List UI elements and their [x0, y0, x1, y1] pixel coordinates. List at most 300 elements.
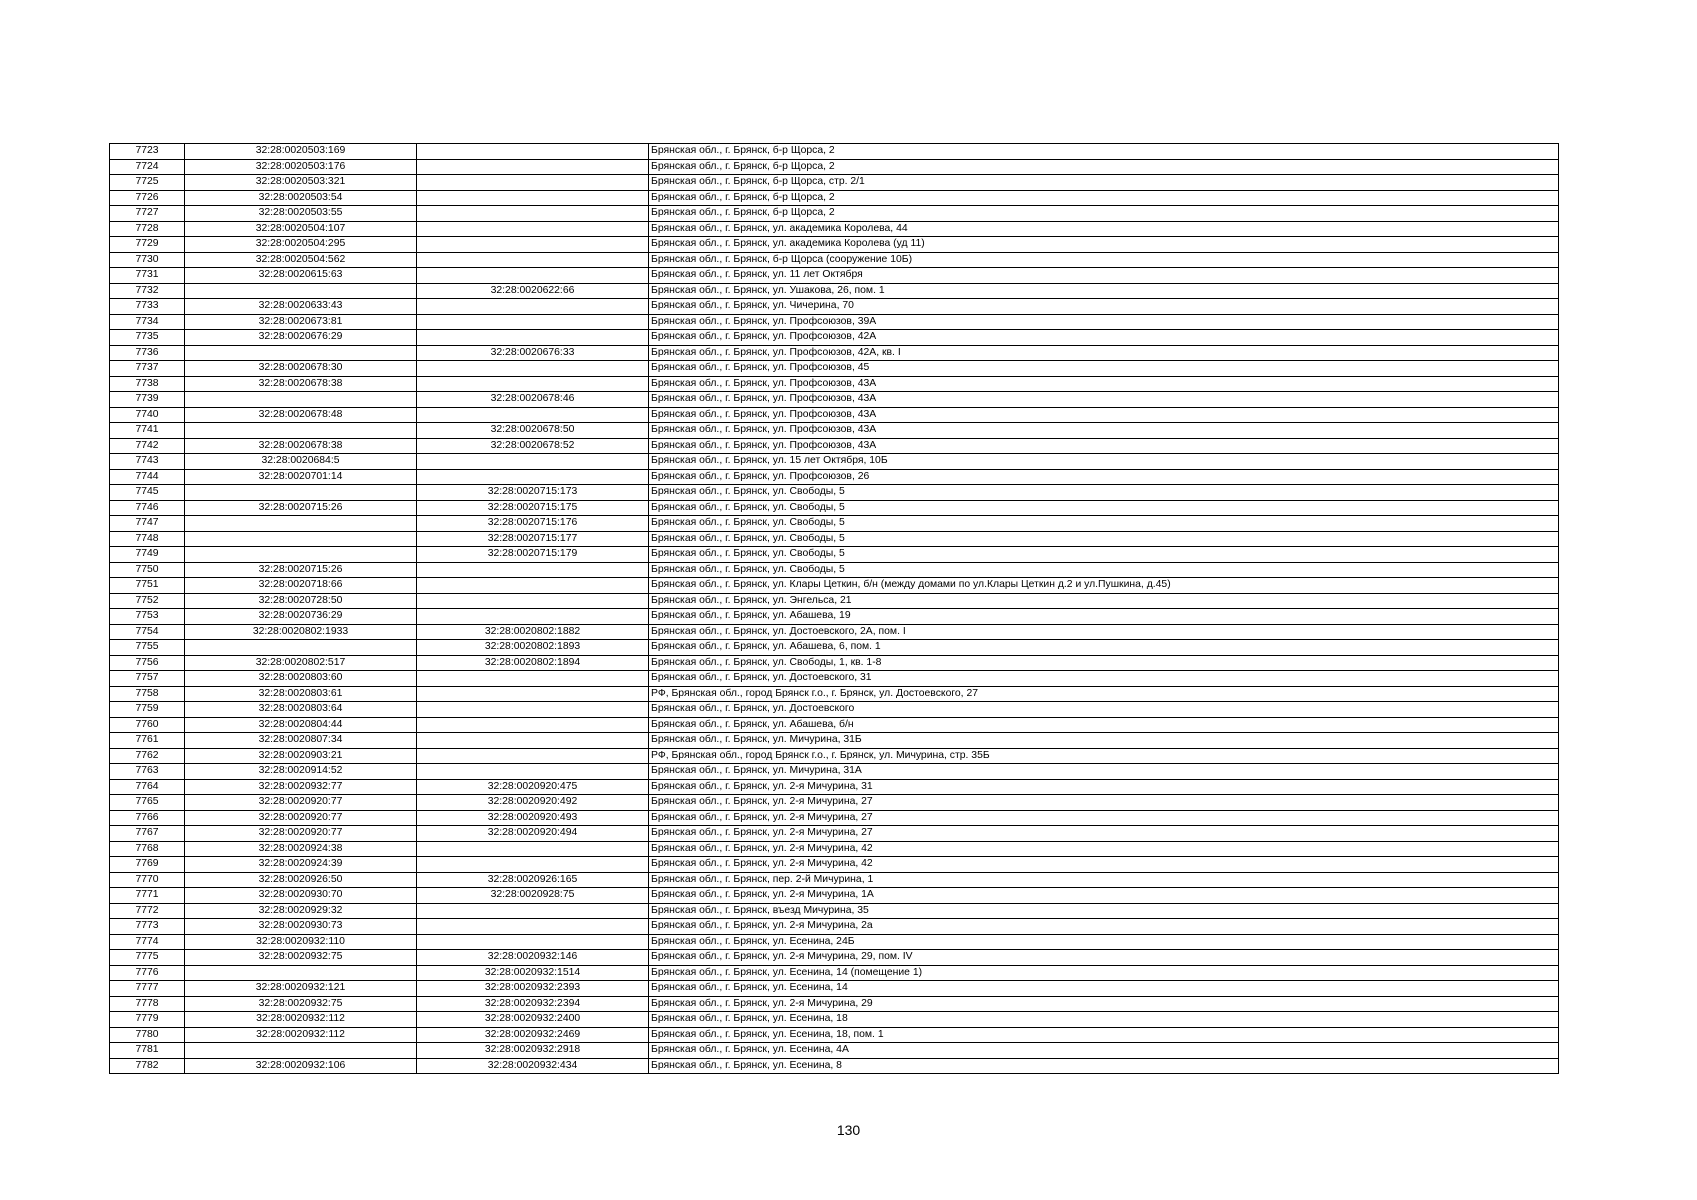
land-cadastral-number-cell: 32:28:0020504:562: [185, 252, 417, 268]
land-cadastral-number-cell: 32:28:0020932:77: [185, 779, 417, 795]
address-cell: РФ, Брянская обл., город Брянск г.о., г. Брянск, ул. Достоевского, 27: [649, 686, 1559, 702]
land-cadastral-number-cell: [185, 392, 417, 408]
land-cadastral-number-cell: 32:28:0020932:112: [185, 1027, 417, 1043]
land-cadastral-number-cell: 32:28:0020503:176: [185, 159, 417, 175]
land-cadastral-number-cell: [185, 423, 417, 439]
row-number-cell: 7763: [110, 764, 185, 780]
address-cell: Брянская обл., г. Брянск, ул. Свободы, 5: [649, 516, 1559, 532]
address-cell: Брянская обл., г. Брянск, б-р Щорса, 2: [649, 144, 1559, 160]
land-cadastral-number-cell: [185, 1043, 417, 1059]
row-number-cell: 7748: [110, 531, 185, 547]
land-cadastral-number-cell: 32:28:0020503:54: [185, 190, 417, 206]
land-cadastral-number-cell: 32:28:0020932:75: [185, 996, 417, 1012]
object-cadastral-number-cell: [417, 330, 649, 346]
address-cell: Брянская обл., г. Брянск, ул. Профсоюзов, 45: [649, 361, 1559, 377]
row-number-cell: 7767: [110, 826, 185, 842]
land-cadastral-number-cell: 32:28:0020932:121: [185, 981, 417, 997]
address-cell: Брянская обл., г. Брянск, ул. Энгельса, 21: [649, 593, 1559, 609]
row-number-cell: 7758: [110, 686, 185, 702]
table-row: [110, 330, 1559, 346]
object-cadastral-number-cell: 32:28:0020932:434: [417, 1058, 649, 1074]
row-number-cell: 7738: [110, 376, 185, 392]
table-row: [110, 748, 1559, 764]
object-cadastral-number-cell: [417, 454, 649, 470]
table-row: [110, 423, 1559, 439]
row-number-cell: 7755: [110, 640, 185, 656]
object-cadastral-number-cell: [417, 686, 649, 702]
object-cadastral-number-cell: 32:28:0020932:2469: [417, 1027, 649, 1043]
land-cadastral-number-cell: 32:28:0020932:110: [185, 934, 417, 950]
land-cadastral-number-cell: [185, 283, 417, 299]
table-row: [110, 640, 1559, 656]
row-number-cell: 7772: [110, 903, 185, 919]
object-cadastral-number-cell: [417, 252, 649, 268]
address-cell: Брянская обл., г. Брянск, ул. Мичурина, 31Б: [649, 733, 1559, 749]
row-number-cell: 7757: [110, 671, 185, 687]
object-cadastral-number-cell: [417, 702, 649, 718]
table-row: [110, 361, 1559, 377]
land-cadastral-number-cell: 32:28:0020920:77: [185, 826, 417, 842]
land-cadastral-number-cell: 32:28:0020804:44: [185, 717, 417, 733]
land-cadastral-number-cell: 32:28:0020736:29: [185, 609, 417, 625]
table-row: [110, 717, 1559, 733]
object-cadastral-number-cell: [417, 562, 649, 578]
address-cell: Брянская обл., г. Брянск, ул. 2-я Мичурина, 42: [649, 857, 1559, 873]
object-cadastral-number-cell: 32:28:0020802:1893: [417, 640, 649, 656]
row-number-cell: 7747: [110, 516, 185, 532]
table-row: [110, 345, 1559, 361]
table-row: [110, 857, 1559, 873]
object-cadastral-number-cell: [417, 407, 649, 423]
table-row: [110, 314, 1559, 330]
row-number-cell: 7759: [110, 702, 185, 718]
table-row: [110, 702, 1559, 718]
table-row: [110, 578, 1559, 594]
table-row: [110, 655, 1559, 671]
row-number-cell: 7775: [110, 950, 185, 966]
object-cadastral-number-cell: 32:28:0020932:2918: [417, 1043, 649, 1059]
table-row: [110, 609, 1559, 625]
row-number-cell: 7751: [110, 578, 185, 594]
row-number-cell: 7728: [110, 221, 185, 237]
table-row: [110, 872, 1559, 888]
row-number-cell: 7745: [110, 485, 185, 501]
row-number-cell: 7753: [110, 609, 185, 625]
land-cadastral-number-cell: 32:28:0020926:50: [185, 872, 417, 888]
address-cell: Брянская обл., г. Брянск, ул. Достоевского: [649, 702, 1559, 718]
row-number-cell: 7730: [110, 252, 185, 268]
row-number-cell: 7776: [110, 965, 185, 981]
land-cadastral-number-cell: [185, 965, 417, 981]
row-number-cell: 7756: [110, 655, 185, 671]
address-cell: Брянская обл., г. Брянск, ул. 2-я Мичурина, 1А: [649, 888, 1559, 904]
row-number-cell: 7774: [110, 934, 185, 950]
land-cadastral-number-cell: 32:28:0020715:26: [185, 500, 417, 516]
object-cadastral-number-cell: 32:28:0020676:33: [417, 345, 649, 361]
land-cadastral-number-cell: 32:28:0020503:321: [185, 175, 417, 191]
address-cell: Брянская обл., г. Брянск, ул. Абашева, 6, пом. 1: [649, 640, 1559, 656]
object-cadastral-number-cell: 32:28:0020715:175: [417, 500, 649, 516]
object-cadastral-number-cell: [417, 764, 649, 780]
row-number-cell: 7732: [110, 283, 185, 299]
land-cadastral-number-cell: 32:28:0020633:43: [185, 299, 417, 315]
land-cadastral-number-cell: 32:28:0020678:38: [185, 438, 417, 454]
table-row: [110, 919, 1559, 935]
table-row: [110, 206, 1559, 222]
table-row: [110, 531, 1559, 547]
object-cadastral-number-cell: [417, 733, 649, 749]
table-row: [110, 237, 1559, 253]
table-row: [110, 764, 1559, 780]
address-cell: Брянская обл., г. Брянск, ул. Профсоюзов, 39А: [649, 314, 1559, 330]
address-cell: Брянская обл., г. Брянск, ул. Профсоюзов, 42А: [649, 330, 1559, 346]
table-row: [110, 826, 1559, 842]
cadastral-table: [109, 143, 1559, 1074]
row-number-cell: 7777: [110, 981, 185, 997]
row-number-cell: 7762: [110, 748, 185, 764]
table-row: [110, 159, 1559, 175]
object-cadastral-number-cell: 32:28:0020622:66: [417, 283, 649, 299]
object-cadastral-number-cell: 32:28:0020715:177: [417, 531, 649, 547]
object-cadastral-number-cell: 32:28:0020920:493: [417, 810, 649, 826]
table-row: [110, 950, 1559, 966]
table-row: [110, 965, 1559, 981]
address-cell: Брянская обл., г. Брянск, ул. Профсоюзов, 43А: [649, 407, 1559, 423]
land-cadastral-number-cell: [185, 547, 417, 563]
object-cadastral-number-cell: [417, 841, 649, 857]
table-row: [110, 438, 1559, 454]
row-number-cell: 7744: [110, 469, 185, 485]
object-cadastral-number-cell: 32:28:0020932:2394: [417, 996, 649, 1012]
land-cadastral-number-cell: 32:28:0020678:48: [185, 407, 417, 423]
object-cadastral-number-cell: 32:28:0020802:1894: [417, 655, 649, 671]
row-number-cell: 7741: [110, 423, 185, 439]
address-cell: Брянская обл., г. Брянск, ул. 2-я Мичурина, 29, пом. IV: [649, 950, 1559, 966]
table-row: [110, 376, 1559, 392]
table-row: [110, 252, 1559, 268]
row-number-cell: 7724: [110, 159, 185, 175]
table-row: [110, 934, 1559, 950]
row-number-cell: 7739: [110, 392, 185, 408]
row-number-cell: 7735: [110, 330, 185, 346]
land-cadastral-number-cell: 32:28:0020802:1933: [185, 624, 417, 640]
table-row: [110, 841, 1559, 857]
row-number-cell: 7765: [110, 795, 185, 811]
address-cell: Брянская обл., г. Брянск, ул. Чичерина, 70: [649, 299, 1559, 315]
row-number-cell: 7782: [110, 1058, 185, 1074]
table-body: [110, 144, 1559, 1074]
address-cell: Брянская обл., г. Брянск, ул. Ушакова, 26, пом. 1: [649, 283, 1559, 299]
address-cell: Брянская обл., г. Брянск, ул. 2-я Мичурина, 27: [649, 810, 1559, 826]
row-number-cell: 7723: [110, 144, 185, 160]
address-cell: Брянская обл., г. Брянск, ул. 2-я Мичурина, 27: [649, 826, 1559, 842]
land-cadastral-number-cell: [185, 531, 417, 547]
table-row: [110, 516, 1559, 532]
table-row: [110, 268, 1559, 284]
page-number: 130: [836, 1122, 861, 1138]
land-cadastral-number-cell: 32:28:0020932:106: [185, 1058, 417, 1074]
land-cadastral-number-cell: [185, 640, 417, 656]
land-cadastral-number-cell: 32:28:0020676:29: [185, 330, 417, 346]
object-cadastral-number-cell: 32:28:0020932:146: [417, 950, 649, 966]
land-cadastral-number-cell: 32:28:0020684:5: [185, 454, 417, 470]
address-cell: Брянская обл., г. Брянск, ул. Абашева, б/н: [649, 717, 1559, 733]
table-row: [110, 624, 1559, 640]
row-number-cell: 7740: [110, 407, 185, 423]
land-cadastral-number-cell: 32:28:0020803:60: [185, 671, 417, 687]
row-number-cell: 7768: [110, 841, 185, 857]
object-cadastral-number-cell: [417, 144, 649, 160]
address-cell: Брянская обл., г. Брянск, ул. академика Королева, 44: [649, 221, 1559, 237]
address-cell: Брянская обл., г. Брянск, въезд Мичурина, 35: [649, 903, 1559, 919]
address-cell: Брянская обл., г. Брянск, ул. Абашева, 19: [649, 609, 1559, 625]
address-cell: Брянская обл., г. Брянск, ул. Профсоюзов, 43А: [649, 376, 1559, 392]
table-row: [110, 779, 1559, 795]
land-cadastral-number-cell: 32:28:0020615:63: [185, 268, 417, 284]
table-row: [110, 175, 1559, 191]
land-cadastral-number-cell: [185, 516, 417, 532]
address-cell: Брянская обл., г. Брянск, ул. Свободы, 5: [649, 500, 1559, 516]
land-cadastral-number-cell: 32:28:0020924:38: [185, 841, 417, 857]
land-cadastral-number-cell: 32:28:0020504:107: [185, 221, 417, 237]
land-cadastral-number-cell: 32:28:0020678:38: [185, 376, 417, 392]
table-row: [110, 593, 1559, 609]
object-cadastral-number-cell: 32:28:0020928:75: [417, 888, 649, 904]
object-cadastral-number-cell: [417, 268, 649, 284]
row-number-cell: 7729: [110, 237, 185, 253]
object-cadastral-number-cell: 32:28:0020715:176: [417, 516, 649, 532]
row-number-cell: 7752: [110, 593, 185, 609]
object-cadastral-number-cell: [417, 748, 649, 764]
object-cadastral-number-cell: [417, 857, 649, 873]
table-row: [110, 1058, 1559, 1074]
object-cadastral-number-cell: 32:28:0020678:50: [417, 423, 649, 439]
address-cell: Брянская обл., г. Брянск, ул. Есенина, 8: [649, 1058, 1559, 1074]
land-cadastral-number-cell: 32:28:0020920:77: [185, 795, 417, 811]
address-cell: Брянская обл., г. Брянск, ул. Есенина, 14: [649, 981, 1559, 997]
land-cadastral-number-cell: 32:28:0020728:50: [185, 593, 417, 609]
object-cadastral-number-cell: 32:28:0020715:173: [417, 485, 649, 501]
row-number-cell: 7750: [110, 562, 185, 578]
table-row: [110, 733, 1559, 749]
row-number-cell: 7734: [110, 314, 185, 330]
address-cell: Брянская обл., г. Брянск, ул. Профсоюзов, 43А: [649, 392, 1559, 408]
row-number-cell: 7726: [110, 190, 185, 206]
address-cell: Брянская обл., г. Брянск, ул. Профсоюзов, 26: [649, 469, 1559, 485]
object-cadastral-number-cell: 32:28:0020932:2393: [417, 981, 649, 997]
table-row: [110, 221, 1559, 237]
row-number-cell: 7764: [110, 779, 185, 795]
row-number-cell: 7773: [110, 919, 185, 935]
row-number-cell: 7733: [110, 299, 185, 315]
table-row: [110, 454, 1559, 470]
land-cadastral-number-cell: 32:28:0020504:295: [185, 237, 417, 253]
table-row: [110, 1012, 1559, 1028]
address-cell: Брянская обл., г. Брянск, ул. Свободы, 5: [649, 485, 1559, 501]
land-cadastral-number-cell: 32:28:0020503:55: [185, 206, 417, 222]
row-number-cell: 7754: [110, 624, 185, 640]
table-row: [110, 562, 1559, 578]
row-number-cell: 7725: [110, 175, 185, 191]
table-row: [110, 671, 1559, 687]
address-cell: Брянская обл., г. Брянск, ул. Мичурина, 31А: [649, 764, 1559, 780]
table-row: [110, 686, 1559, 702]
land-cadastral-number-cell: 32:28:0020920:77: [185, 810, 417, 826]
object-cadastral-number-cell: [417, 593, 649, 609]
address-cell: Брянская обл., г. Брянск, ул. Клары Цеткин, б/н (между домами по ул.Клары Цеткин д.2 и ул.Пушкина, д.45): [649, 578, 1559, 594]
object-cadastral-number-cell: [417, 314, 649, 330]
land-cadastral-number-cell: 32:28:0020718:66: [185, 578, 417, 594]
object-cadastral-number-cell: 32:28:0020926:165: [417, 872, 649, 888]
object-cadastral-number-cell: 32:28:0020920:492: [417, 795, 649, 811]
row-number-cell: 7766: [110, 810, 185, 826]
address-cell: Брянская обл., г. Брянск, ул. Есенина, 4А: [649, 1043, 1559, 1059]
address-cell: РФ, Брянская обл., город Брянск г.о., г. Брянск, ул. Мичурина, стр. 35Б: [649, 748, 1559, 764]
address-cell: Брянская обл., г. Брянск, б-р Щорса, 2: [649, 190, 1559, 206]
row-number-cell: 7770: [110, 872, 185, 888]
address-cell: Брянская обл., г. Брянск, ул. Профсоюзов, 43А: [649, 438, 1559, 454]
table-row: [110, 547, 1559, 563]
land-cadastral-number-cell: 32:28:0020701:14: [185, 469, 417, 485]
object-cadastral-number-cell: [417, 609, 649, 625]
row-number-cell: 7769: [110, 857, 185, 873]
address-cell: Брянская обл., г. Брянск, б-р Щорса, 2: [649, 206, 1559, 222]
land-cadastral-number-cell: [185, 345, 417, 361]
land-cadastral-number-cell: 32:28:0020929:32: [185, 903, 417, 919]
land-cadastral-number-cell: 32:28:0020924:39: [185, 857, 417, 873]
row-number-cell: 7780: [110, 1027, 185, 1043]
object-cadastral-number-cell: [417, 237, 649, 253]
row-number-cell: 7761: [110, 733, 185, 749]
object-cadastral-number-cell: [417, 190, 649, 206]
row-number-cell: 7781: [110, 1043, 185, 1059]
address-cell: Брянская обл., г. Брянск, пер. 2-й Мичурина, 1: [649, 872, 1559, 888]
object-cadastral-number-cell: [417, 578, 649, 594]
row-number-cell: 7743: [110, 454, 185, 470]
object-cadastral-number-cell: [417, 469, 649, 485]
land-cadastral-number-cell: 32:28:0020932:112: [185, 1012, 417, 1028]
table-row: [110, 1027, 1559, 1043]
row-number-cell: 7779: [110, 1012, 185, 1028]
table-row: [110, 190, 1559, 206]
table-row: [110, 392, 1559, 408]
land-cadastral-number-cell: 32:28:0020803:64: [185, 702, 417, 718]
land-cadastral-number-cell: 32:28:0020673:81: [185, 314, 417, 330]
address-cell: Брянская обл., г. Брянск, ул. 15 лет Октября, 10Б: [649, 454, 1559, 470]
object-cadastral-number-cell: 32:28:0020920:494: [417, 826, 649, 842]
address-cell: Брянская обл., г. Брянск, ул. Есенина, 18: [649, 1012, 1559, 1028]
land-cadastral-number-cell: 32:28:0020807:34: [185, 733, 417, 749]
table-row: [110, 299, 1559, 315]
address-cell: Брянская обл., г. Брянск, ул. Свободы, 5: [649, 562, 1559, 578]
address-cell: Брянская обл., г. Брянск, ул. Профсоюзов, 43А: [649, 423, 1559, 439]
object-cadastral-number-cell: [417, 376, 649, 392]
object-cadastral-number-cell: [417, 934, 649, 950]
object-cadastral-number-cell: [417, 903, 649, 919]
land-cadastral-number-cell: 32:28:0020802:517: [185, 655, 417, 671]
address-cell: Брянская обл., г. Брянск, б-р Щорса, стр. 2/1: [649, 175, 1559, 191]
object-cadastral-number-cell: [417, 919, 649, 935]
land-cadastral-number-cell: 32:28:0020803:61: [185, 686, 417, 702]
table-row: [110, 795, 1559, 811]
object-cadastral-number-cell: [417, 221, 649, 237]
land-cadastral-number-cell: 32:28:0020903:21: [185, 748, 417, 764]
row-number-cell: 7749: [110, 547, 185, 563]
address-cell: Брянская обл., г. Брянск, ул. Достоевского, 2А, пом. I: [649, 624, 1559, 640]
address-cell: Брянская обл., г. Брянск, ул. 2-я Мичурина, 27: [649, 795, 1559, 811]
address-cell: Брянская обл., г. Брянск, ул. Свободы, 5: [649, 531, 1559, 547]
object-cadastral-number-cell: [417, 671, 649, 687]
object-cadastral-number-cell: [417, 206, 649, 222]
row-number-cell: 7778: [110, 996, 185, 1012]
land-cadastral-number-cell: 32:28:0020715:26: [185, 562, 417, 578]
address-cell: Брянская обл., г. Брянск, ул. Свободы, 1, кв. 1-8: [649, 655, 1559, 671]
object-cadastral-number-cell: [417, 159, 649, 175]
table-row: [110, 810, 1559, 826]
row-number-cell: 7760: [110, 717, 185, 733]
row-number-cell: 7727: [110, 206, 185, 222]
object-cadastral-number-cell: 32:28:0020678:52: [417, 438, 649, 454]
row-number-cell: 7731: [110, 268, 185, 284]
object-cadastral-number-cell: 32:28:0020932:2400: [417, 1012, 649, 1028]
object-cadastral-number-cell: 32:28:0020932:1514: [417, 965, 649, 981]
land-cadastral-number-cell: 32:28:0020930:70: [185, 888, 417, 904]
table-row: [110, 407, 1559, 423]
table-row: [110, 1043, 1559, 1059]
table-row: [110, 485, 1559, 501]
object-cadastral-number-cell: 32:28:0020920:475: [417, 779, 649, 795]
land-cadastral-number-cell: 32:28:0020932:75: [185, 950, 417, 966]
table-row: [110, 903, 1559, 919]
address-cell: Брянская обл., г. Брянск, ул. 11 лет Октября: [649, 268, 1559, 284]
row-number-cell: 7736: [110, 345, 185, 361]
address-cell: Брянская обл., г. Брянск, б-р Щорса, 2: [649, 159, 1559, 175]
address-cell: Брянская обл., г. Брянск, ул. Есенина, 18, пом. 1: [649, 1027, 1559, 1043]
address-cell: Брянская обл., г. Брянск, ул. 2-я Мичурина, 2а: [649, 919, 1559, 935]
address-cell: Брянская обл., г. Брянск, ул. 2-я Мичурина, 29: [649, 996, 1559, 1012]
table-row: [110, 283, 1559, 299]
object-cadastral-number-cell: [417, 299, 649, 315]
land-cadastral-number-cell: 32:28:0020678:30: [185, 361, 417, 377]
table-row: [110, 981, 1559, 997]
table-row: [110, 500, 1559, 516]
object-cadastral-number-cell: 32:28:0020802:1882: [417, 624, 649, 640]
table-row: [110, 888, 1559, 904]
address-cell: Брянская обл., г. Брянск, ул. 2-я Мичурина, 31: [649, 779, 1559, 795]
object-cadastral-number-cell: [417, 717, 649, 733]
table-row: [110, 996, 1559, 1012]
row-number-cell: 7746: [110, 500, 185, 516]
object-cadastral-number-cell: 32:28:0020678:46: [417, 392, 649, 408]
row-number-cell: 7737: [110, 361, 185, 377]
object-cadastral-number-cell: [417, 361, 649, 377]
land-cadastral-number-cell: 32:28:0020930:73: [185, 919, 417, 935]
row-number-cell: 7771: [110, 888, 185, 904]
table-row: [110, 144, 1559, 160]
address-cell: Брянская обл., г. Брянск, ул. Достоевского, 31: [649, 671, 1559, 687]
address-cell: Брянская обл., г. Брянск, ул. Есенина, 14 (помещение 1): [649, 965, 1559, 981]
address-cell: Брянская обл., г. Брянск, б-р Щорса (сооружение 10Б): [649, 252, 1559, 268]
address-cell: Брянская обл., г. Брянск, ул. 2-я Мичурина, 42: [649, 841, 1559, 857]
land-cadastral-number-cell: 32:28:0020914:52: [185, 764, 417, 780]
row-number-cell: 7742: [110, 438, 185, 454]
land-cadastral-number-cell: [185, 485, 417, 501]
table-row: [110, 469, 1559, 485]
address-cell: Брянская обл., г. Брянск, ул. Профсоюзов, 42А, кв. I: [649, 345, 1559, 361]
address-cell: Брянская обл., г. Брянск, ул. академика Королева (уд 11): [649, 237, 1559, 253]
address-cell: Брянская обл., г. Брянск, ул. Свободы, 5: [649, 547, 1559, 563]
object-cadastral-number-cell: [417, 175, 649, 191]
